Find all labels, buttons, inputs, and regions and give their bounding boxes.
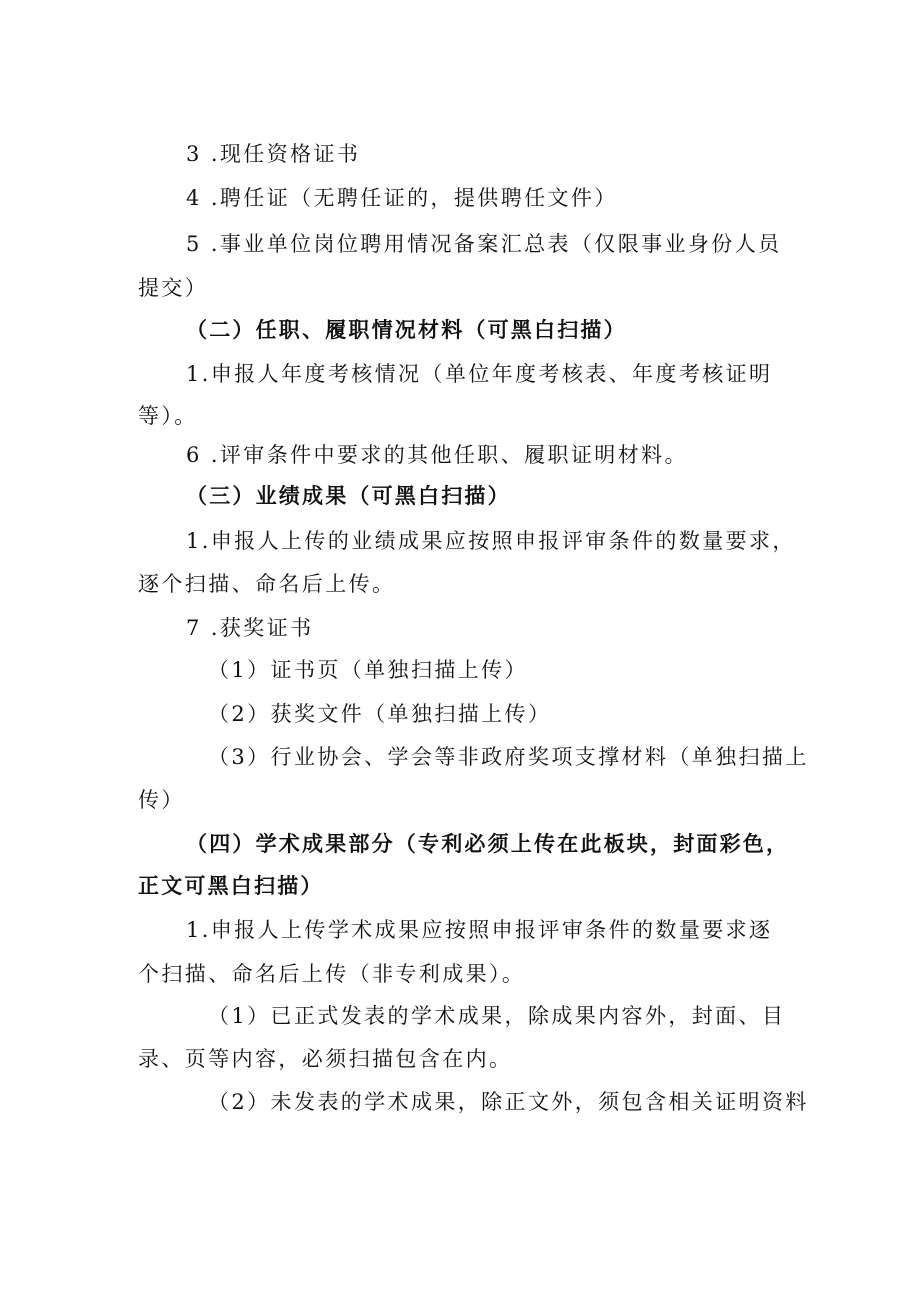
section-4-sub-1-continuation: 录、页等内容，必须扫描包含在内。	[138, 1047, 513, 1071]
section-4-heading-continuation: 正文可黑白扫描）	[138, 874, 324, 898]
item-7-sub-2: （2）获奖文件（单独扫描上传）	[208, 702, 552, 726]
item-5-continuation: 提交）	[138, 276, 209, 300]
item-4-appointment-certificate: 4 .聘任证（无聘任证的，提供聘任文件）	[186, 186, 618, 210]
section-2-heading: （二）任职、履职情况材料（可黑白扫描）	[186, 318, 627, 342]
section-4-sub-2: （2）未发表的学术成果，除正文外，须包含相关证明资料	[208, 1090, 809, 1114]
section-3-heading: （三）业绩成果（可黑白扫描）	[186, 484, 511, 508]
section-4-item-1-continuation: 个扫描、命名后上传（非专利成果）。	[138, 962, 526, 986]
section-4-item-1: 1.申报人上传学术成果应按照申报评审条件的数量要求逐	[186, 918, 773, 942]
item-5-post-appointment-summary: 5 .事业单位岗位聘用情况备案汇总表（仅限事业身份人员	[186, 232, 782, 256]
section-2-item-1-continuation: 等）。	[138, 404, 198, 428]
section-3-item-1: 1.申报人上传的业绩成果应按照申报评审条件的数量要求，	[186, 529, 796, 553]
item-7-award-certificate: 7 .获奖证书	[186, 616, 314, 640]
item-7-sub-1: （1）证书页（单独扫描上传）	[208, 658, 528, 682]
item-7-sub-3: （3）行业协会、学会等非政府奖项支撑材料（单独扫描上	[208, 745, 809, 769]
section-4-sub-1: （1）已正式发表的学术成果，除成果内容外，封面、目	[208, 1004, 786, 1028]
item-3-current-qualification-certificate: 3 .现任资格证书	[186, 142, 361, 166]
item-6-other-materials: 6 .评审条件中要求的其他任职、履职证明材料。	[186, 443, 688, 467]
item-7-sub-3-continuation: 传）	[138, 788, 185, 812]
section-2-item-1: 1.申报人年度考核情况（单位年度考核表、年度考核证明	[186, 362, 773, 386]
section-4-heading: （四）学术成果部分（专利必须上传在此板块，封面彩色，	[186, 832, 790, 856]
section-3-item-1-continuation: 逐个扫描、命名后上传。	[138, 572, 396, 596]
